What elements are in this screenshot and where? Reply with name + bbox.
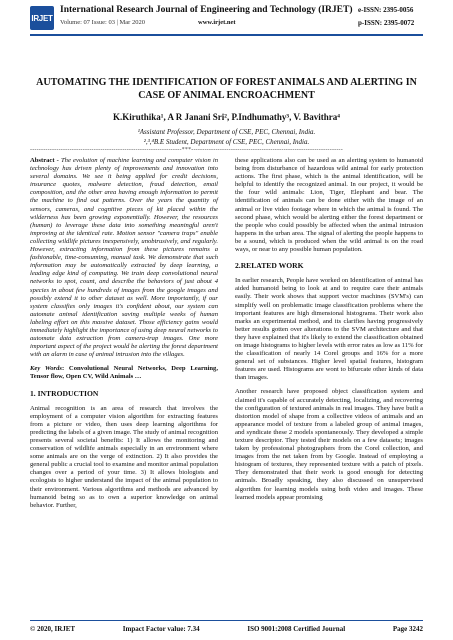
affiliation-1: ¹Assistant Professor, Department of CSE, PEC, Chennai, India. [137, 128, 316, 136]
journal-header [0, 0, 453, 36]
separator-line: ---------------------------------------------------------------------***--------------------------------------------------------------------- [30, 147, 343, 153]
journal-website: www.irjet.net [198, 19, 236, 26]
journal-name: International Research Journal of Engineering and Technology (IRJET) [60, 5, 353, 15]
header-rule [30, 34, 423, 36]
abstract-heading: Abstract - [30, 157, 62, 164]
footer-copyright: © 2020, IRJET [30, 625, 76, 633]
left-column [30, 157, 218, 516]
keywords-paragraph [30, 365, 218, 381]
related-paragraph-2: Another research have proposed object classification system and claimed it's capable of accurately detecting, localizing, and recovering the configuration of textured animals in real images. They have built a distortion model of shape from a collective videos of animals and an appearance model of texture from a labeled group of animal images, and syndicate these 2 models spontaneously. They developed a simple texture descriptor. They tested their models on a few datasets; images taken by professional photographers from the Corel collection, and images from the net taken from by Google. Instead of employing a histogram of textures, they represented texture with a patch of pixels. They demonstrated that their work is good enough for detecting animals. Broadly speaking, they also discussed on unsupervised algorithm for learning models using both video and images. These learned models appear promising [235, 388, 423, 501]
keywords-text: : Convolutional Neural Networks, Deep Learning, Tensor flow, Open CV, Wild Animals … [30, 365, 218, 381]
affiliation-2: ²,³,⁴B.E Student, Department of CSE, PEC, Chennai, India. [143, 138, 310, 146]
intro-paragraph: Animal recognition is an area of research that involves the employment of a computer vision algorithm for extracting features from a picture or video, then uses deep learning algorithms for predicting the labels of a given image. The study of animal recognition presents several societal benefits: 1) It allows the monitoring and conservation of wildlife animals especially in an environment where some animals are on the verge of extinction. 2) It also provides the general public a crucial tool to examine and monitor animal population changes over a period of your time. 3) It allows biologists and ecologists to higher understand the impact of the animal population to their environment. Various algorithms and methods are advanced by humanoid being so as to own a superior knowledge on animal behavior. Further, [30, 404, 218, 509]
footer-page: Page 3242 [392, 625, 423, 633]
abstract-body: The evolution of machine learning and computer vision in technology has driven plenty of improvements and innovation into several domains. We see it being applied for credit decisions, insurance quotes, malware detection, fraud detection, email composition, and the other area having enough information to permit the machine to find out patterns. Over the years the quantity of sensors, cameras, and cognitive pieces of kit placed within the wilderness has been growing exponentially. However, the resources (human) to leverage these data into something meaningful aren't improving at the identical rate. Motion sensor "camera traps" enable collecting wildlife pictures inexpensively, unobtrusively, and regularly. However, extracting information from these pictures remains a fashionable, time-consuming, manual task. We demonstrate that such information may be automatically extracted by deep learning, a leading edge kind of computing. We train deep convolutional neural networks to spot, count, and describe the behaviors of just about 4 species in about few hundreds of images from the google images and possibly extend it to other dataset as well. More importantly, if our system classifies only images it's confident about, our system can automate animal identification saving multiple weeks of human labeling effort on this massive dataset. Those efficiency gains would immediately highlight the importance of using deep neural networks to automate data extraction from camera-trap images. One more important aspect of the project would be alerting the forest department with an alarm in case of animal intrusion into the villages. [30, 157, 219, 359]
right-paragraph-1: these applications also can be used as an alerting system to humanoid being from disturbance of hazardous wild animal for early protection actions. The first phase, which is the animal identification, will be helpful to identify the recognized animal. In our project, it would be the four wild animals: Lion, Tiger, Elephant and bear. The identification of animals can be done either with the image of an animal or live video footage where in which the animal is found. The second phase, which would be alerting either the forest department or the people who could possibly be affected when the animal intrusion happens in the urban area. The signal of alerting the people happens to be a sound, which is produced when the wild animal is on the road ways, or near to any possible human population. [235, 157, 423, 254]
paper-title: AUTOMATING THE IDENTIFICATION OF FOREST ANIMALS AND ALERTING IN CASE OF ANIMAL ENCROACHMENT [36, 77, 417, 101]
page-footer [30, 620, 423, 633]
irjet-logo [30, 6, 54, 30]
footer-iso: ISO 9001:2008 Certified Journal [247, 625, 346, 633]
pissn: p-ISSN: 2395-0072 [358, 19, 415, 27]
logo-text: IRJET [31, 13, 53, 23]
related-paragraph-1: In earlier research, People have worked on Identification of animal has aided humanoid being to look at and to require care their animals easily. Their work shows that support vector machines (SVM's) can simplify well on problematic image classification problems where the important features are high dimensional histograms. Their work also marks an experimental method, and its clarifies having progressively better results gotten over alterations to the SVM architecture and that they have explained that it's likely to extend the classification obtained on image histograms to higher levels with error rates as low as 11% for the classification of nearly 14 Corel groups and 16% for a more general set of substances. Higher level spatial features, histogram features are used. Histograms are wont to bifurcate other kinds of data than images. [235, 277, 423, 382]
footer-impact-factor: Impact Factor value: 7.34 [122, 625, 200, 633]
abstract-paragraph [30, 157, 218, 359]
eissn: e-ISSN: 2395-0056 [358, 6, 414, 14]
paper-authors: K.Kiruthika¹, A R Janani Sri², P.Indhumathy³, V. Bavithra⁴ [113, 112, 340, 122]
related-work-heading: 2.RELATED WORK [235, 261, 304, 271]
right-column [235, 157, 423, 508]
intro-heading: 1. INTRODUCTION [30, 388, 99, 398]
volume-issue: Volume: 07 Issue: 03 | Mar 2020 [60, 19, 145, 26]
keywords-label: Key Words [30, 365, 62, 373]
